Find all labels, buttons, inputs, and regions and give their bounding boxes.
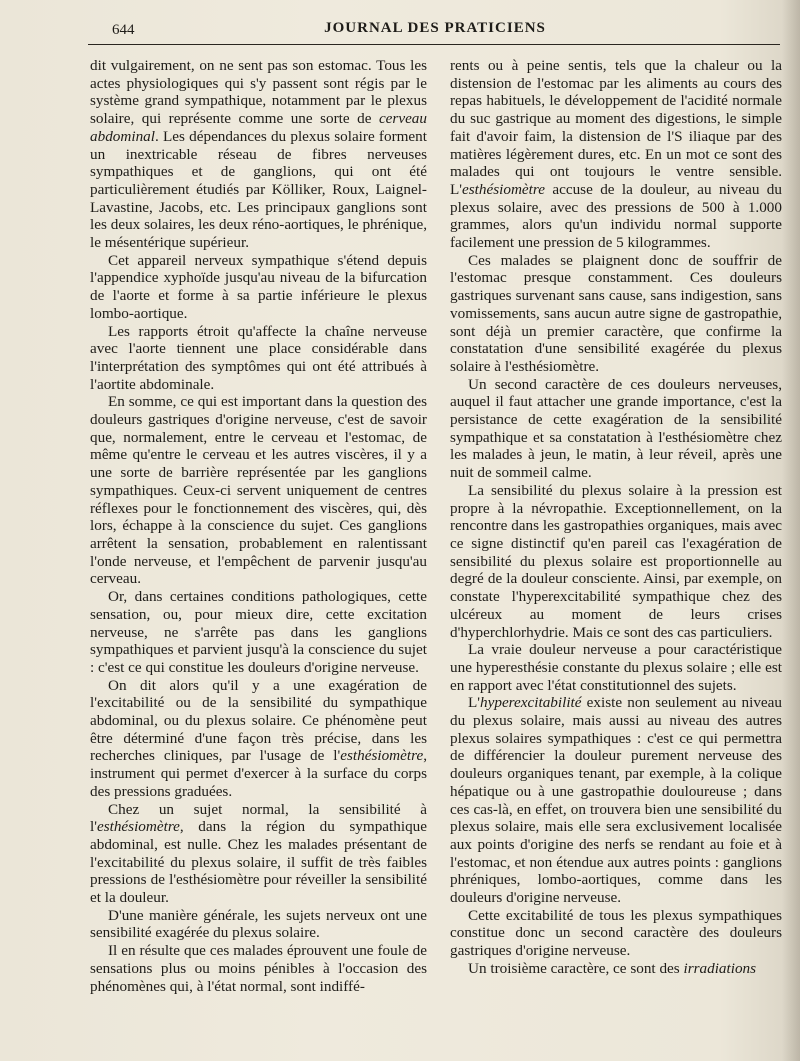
paragraph [90, 588, 427, 677]
paragraph-text: Les rapports étroit qu'affecte la chaîne nerveuse avec l'aorte tiennent une place considérable dans l'interprétation des symptômes qui ont été attribués à l'aortite abdominale. [90, 322, 427, 393]
paragraph-text: La sensibilité du plexus solaire à la pression est propre à la névropathie. Exceptionnellement, on la rencontre dans les gastropathies organiques, mais avec ce signe distinctif qu'en pareil cas l'exagération de sensibilité du plexus solaire est proportionnelle au degré de la douleur consciente. Ainsi, par exemple, on constate l'hyperexcitabilité sympathique chez des ulcéreux au moment de leurs crises d'hyperchlorhydrie. Mais ce sont des cas particuliers. [450, 481, 782, 641]
paragraph [90, 323, 427, 394]
italic-term: irradiations [683, 959, 757, 977]
paragraph [90, 677, 427, 801]
paragraph-text: L' [468, 694, 481, 712]
paragraph-text: . Les dépendances du plexus solaire forment un inextricable réseau de fibres nerveuses sympathiques et de ganglions, qui ont été particulièrement étudiés par Kölliker, Roux, Laignel-Lavastine, Jacobs, etc. Les principaux ganglions sont les deux solaires, les deux réno-aortiques, le phrénique, le mésentérique supérieur. [90, 127, 427, 252]
paragraph-text: Un second caractère de ces douleurs nerveuses, auquel il faut attacher une grande importance, c'est la persistance de cette exagération de la sensibilité sympathique et sa constatation à l'esthésiomètre chez les malades à jeun, le matin, à leur réveil, après une nuit de sommeil calme. [450, 375, 782, 482]
paragraph-text: Chez un sujet normal, la sensibilité à l' [90, 800, 427, 836]
paragraph-text: dit vulgairement, on ne sent pas son estomac. Tous les actes physiologiques qui s'y passent sont régis par le système grand sympathique, notamment par le plexus solaire, qui représente comme une sorte de [90, 57, 427, 128]
italic-term: esthésiomètre [462, 180, 545, 198]
italic-term: esthésiomètre [96, 818, 180, 836]
paragraph [450, 641, 782, 694]
paragraph [450, 252, 782, 376]
paragraph-text: Un troisième caractère, ce sont des [468, 959, 684, 977]
paragraph-text: , instrument qui permet d'exercer à la surface du corps des pressions graduées. [90, 747, 427, 800]
italic-term: cerveau abdominal [90, 110, 427, 145]
paragraph-text: accuse de la douleur, au niveau du plexus solaire, avec des pressions de 500 à 1.000 grammes, alors qu'un individu normal supporte facilement une pression de 5 kilogrammes. [450, 180, 782, 252]
paragraph-text: Cette excitabilité de tous les plexus sympathiques constitue donc un second caractère des douleurs gastriques d'origine nerveuse. [450, 906, 782, 960]
paragraph [90, 57, 427, 252]
paragraph-text: , dans la région du sympathique abdominal, est nulle. Chez les malades présentant de l'excitabilité du plexus solaire, il suffit de très faibles pressions de l'esthésiomètre pour réveiller la sensibilité et la douleur. [90, 818, 427, 907]
paragraph [90, 801, 427, 907]
paragraph-text: existe non seulement au niveau du plexus solaire, mais aussi au niveau des autres plexus solaires sympathiques : c'est ce qui permettra de différencier la douleur purement nerveuse des douleurs organiques tenant, par exemple, à la colique hépatique ou à une gastropathie douloureuse ; dans ces cas-là, en effet, on trouvera bien une sensibilité du plexus solaire, mais elle sera exclusivement localisée aux points d'origine des nerfs se rendant au foie et à l'estomac, et non étendue aux autres points : ganglions phréniques, lombo-aortiques, comme dans les douleurs d'origine nerveuse. [450, 694, 782, 907]
running-title: JOURNAL DES PRATICIENS [324, 20, 546, 36]
italic-term: esthésiomètre [340, 747, 424, 765]
paragraph [450, 376, 782, 482]
paragraph-text: En somme, ce qui est important dans la question des douleurs gastriques d'origine nerveuse, c'est de savoir que, normalement, entre le cerveau et l'estomac, de même qu'entre le cerveau et les autres viscères, il y a une sorte de barrière représentée par les ganglions sympathiques. Ceux-ci servent uniquement de centres réflexes pour le fonctionnement des viscères, qui, dès lors, échappe à la conscience du sujet. Ces ganglions arrêtent la sensation, probablement en ralentissant l'onde nerveuse, et l'empêchent de parvenir jusqu'au cerveau. [90, 393, 427, 588]
paragraph [450, 57, 782, 252]
paragraph [90, 393, 427, 588]
right-column [450, 57, 782, 978]
left-column [90, 57, 427, 995]
page-header [90, 18, 780, 42]
paragraph-text: D'une manière générale, les sujets nerveux ont une sensibilité exagérée du plexus solaire. [90, 906, 427, 942]
paragraph [90, 907, 427, 942]
paragraph-text: Ces malades se plaignent donc de souffrir de l'estomac presque constamment. Ces douleurs gastriques survenant sans cause, sans indigestion, sans vomissements, sans aucun autre signe de gastropathie, sont déjà un premier caractère, que confirme la constatation d'une sensibilité exagérée du plexus solaire à l'esthésiomètre. [450, 251, 782, 375]
paragraph-text: Cet appareil nerveux sympathique s'étend depuis l'appendice xyphoïde jusqu'au niveau de la bifurcation de l'aorte et forme à sa partie inférieure le plexus lombo-aortique. [90, 251, 427, 322]
page-edge-shadow [782, 0, 800, 1061]
italic-term: hyperexcitabilité [480, 694, 582, 712]
paragraph [450, 694, 782, 906]
paragraph-text: Or, dans certaines conditions pathologiques, cette sensation, ou, pour mieux dire, cette excitation nerveuse, ne s'arrête pas dans les ganglions sympathiques et parvient jusqu'à la conscience du sujet : c'est ce qui constitue les douleurs d'origine nerveuse. [90, 588, 427, 676]
paragraph-text: On dit alors qu'il y a une exagération de l'excitabilité ou de la sensibilité du sympathique abdominal, ou du plexus solaire. Ce phénomène peut être déterminé d'une façon très précise, dans les recherches cliniques, par l'usage de l' [90, 676, 427, 765]
header-rule [88, 44, 780, 45]
paragraph-text: rents ou à peine sentis, tels que la chaleur ou la distension de l'estomac par les aliments au cours des repas habituels, le développement de l'acidité normale du suc gastrique au moment des digestions, le simple fait d'avoir faim, la distension de l'S iliaque par des matières légèrement dures, etc. En un mot ce sont des malades qui ont toujours le ventre sensible. L' [450, 57, 782, 198]
paragraph [90, 942, 427, 995]
paragraph-text: La vraie douleur nerveuse a pour caractéristique une hyperesthésie constante du plexus solaire ; elle est en rapport avec l'état constitutionnel des sujets. [450, 641, 782, 694]
paragraph [90, 252, 427, 323]
page-number: 644 [112, 22, 135, 38]
paragraph [450, 907, 782, 960]
paragraph [450, 960, 782, 978]
paragraph-text: Il en résulte que ces malades éprouvent une foule de sensations plus ou moins pénibles à l'occasion des phénomènes qui, à l'état normal, sont indiffé- [90, 942, 427, 995]
paragraph [450, 482, 782, 641]
